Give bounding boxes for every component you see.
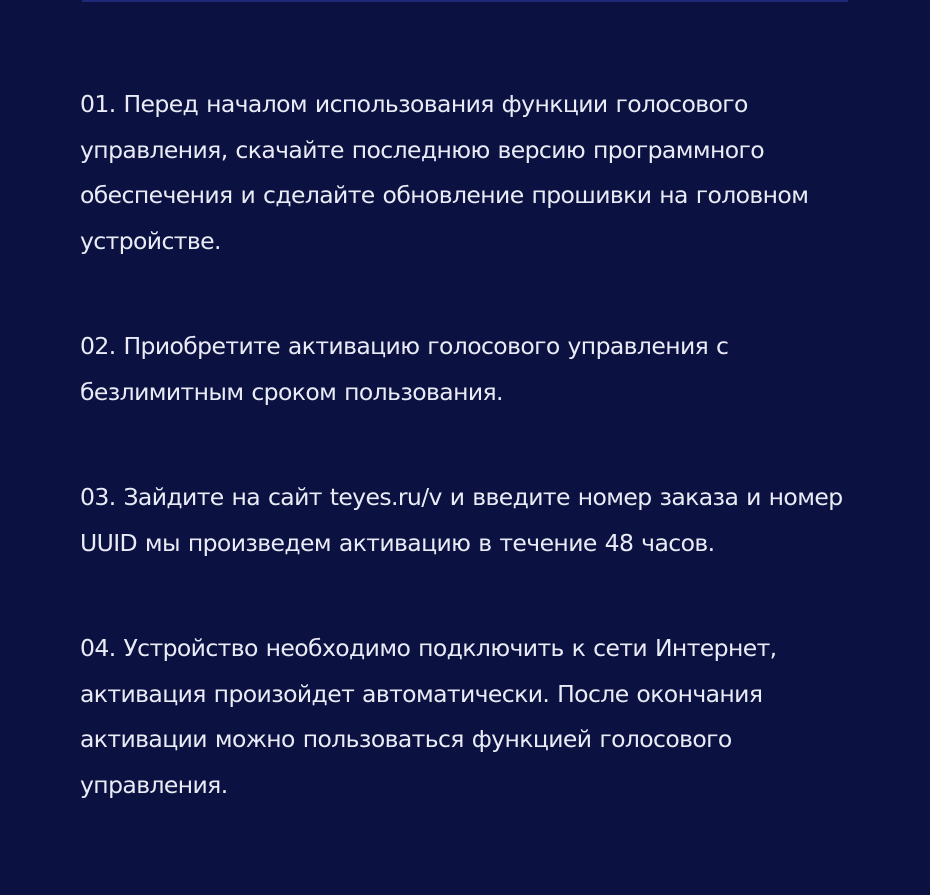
top-divider [82, 0, 848, 2]
step-04-text: 04. Устройство необходимо подключить к сети Интернет, активация произойдет автоматически. После окончания активации можно пользоваться функцией голосового управления. [80, 634, 777, 799]
step-02-text: 02. Приобретите активацию голосового управления с безлимитным сроком пользования. [80, 332, 729, 406]
instruction-steps [80, 82, 860, 808]
step-01-text: 01. Перед началом использования функции голосового управления, скачайте последнюю версию программного обеспечения и сделайте обновление прошивки на головном устройстве. [80, 90, 809, 255]
step-03-text: 03. Зайдите на сайт teyes.ru/v и введите номер заказа и номер UUID мы произведем активацию в течение 48 часов. [80, 483, 843, 557]
